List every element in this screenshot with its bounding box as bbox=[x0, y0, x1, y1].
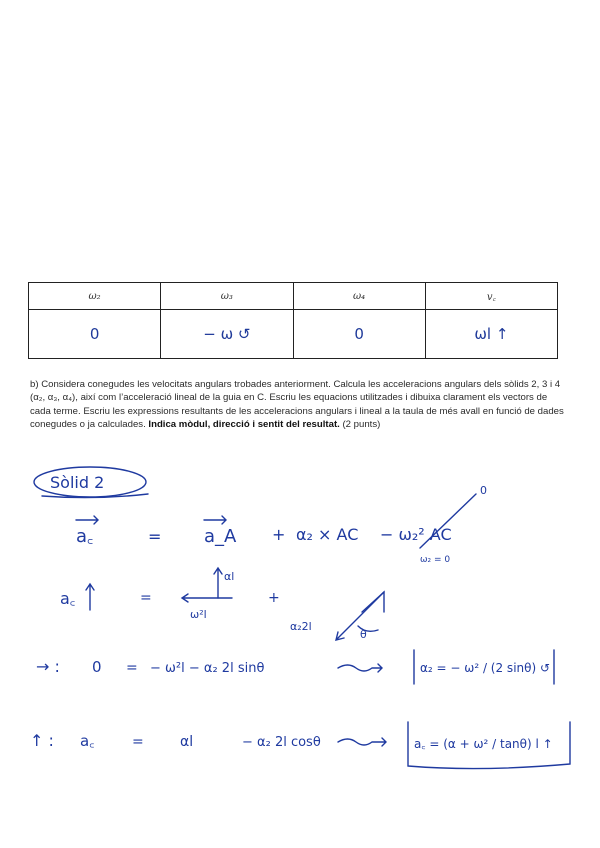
eq-x-direction: → : bbox=[36, 657, 60, 676]
eq-y-rhs1: αl bbox=[180, 734, 194, 750]
diagram-alpha2-2l: α₂2l bbox=[290, 620, 312, 633]
eq-y-direction: ↑ : bbox=[30, 731, 54, 750]
vector-equation bbox=[76, 484, 487, 565]
value-omega4: 0 bbox=[293, 310, 425, 359]
solution-title bbox=[34, 467, 148, 498]
eq-vec-equals: = bbox=[148, 527, 162, 546]
eq-x-equals: = bbox=[126, 660, 138, 676]
eq-y-result: a꜀ = (α + ω² / tanθ) l ↑ bbox=[414, 737, 553, 751]
eq-vec-plus: + bbox=[272, 525, 286, 544]
eq-vec-lhs-arrow-icon bbox=[76, 516, 98, 524]
eq-vec-zero-mark: 0 bbox=[480, 484, 487, 497]
eq-y-lhs: a꜀ bbox=[80, 732, 95, 750]
eq-x-lhs: 0 bbox=[92, 658, 102, 676]
diagram-theta: θ bbox=[360, 628, 367, 641]
diagram-equals: = bbox=[140, 590, 152, 606]
eq-vec-term1-arrow-icon bbox=[204, 516, 226, 524]
eq-vec-note: ω₂ = 0 bbox=[420, 555, 451, 565]
vector-diagram bbox=[60, 568, 384, 641]
diagram-alpha-l-arrow-icon bbox=[214, 568, 222, 598]
eq-x-implies-arrow-icon bbox=[338, 664, 382, 672]
value-omega2: 0 bbox=[29, 310, 161, 359]
eq-x-rhs: − ω²l − α₂ 2l sinθ bbox=[150, 661, 265, 676]
value-omega3: − ω ↺ bbox=[161, 310, 293, 359]
diagram-lhs: a꜀ bbox=[60, 589, 76, 608]
eq-y-rhs2: − α₂ 2l cosθ bbox=[242, 735, 321, 750]
eq-x-result: α₂ = − ω² / (2 sinθ) ↺ bbox=[420, 661, 551, 675]
eq-vec-term1: a_A bbox=[204, 526, 237, 547]
diagram-w2l: ω²l bbox=[190, 608, 207, 621]
diagram-plus: + bbox=[268, 590, 280, 606]
eq-y-equals: = bbox=[132, 734, 144, 750]
header-omega3: ω₃ bbox=[161, 283, 293, 310]
diagram-ac-up-arrow-icon bbox=[86, 584, 94, 610]
solution-title-text: Sòlid 2 bbox=[50, 473, 105, 492]
eq-y-implies-arrow-icon bbox=[338, 738, 386, 746]
diagram-angle-lines bbox=[362, 592, 384, 612]
vertical-equation bbox=[30, 722, 570, 769]
value-vc: ωl ↑ bbox=[425, 310, 557, 359]
diagram-w2l-left-arrow-icon bbox=[182, 594, 232, 602]
horizontal-equation bbox=[36, 650, 554, 684]
eq-vec-term2: α₂ × AC bbox=[296, 525, 359, 544]
diagram-alpha-l: αl bbox=[224, 570, 235, 583]
question-emphasis: Indica mòdul, direcció i sentit del resultat. bbox=[148, 419, 340, 431]
eq-vec-term3: − ω₂² AC bbox=[380, 525, 452, 544]
question-points: (2 punts) bbox=[342, 419, 381, 431]
question-body: b) Considera conegudes les velocitats angulars trobades anteriorment. Calcula les acceleracions angulars dels sòlids 2, 3 i 4 (α₂, α₃, α₄), així com l’acceleració lineal de la guia en C. Escriu les equacions utilitzades i dibuixa clarament els vectors de cada terme. Escriu les expressions resultants de les acceleracions angulars i lineal a la taula de més avall en funció de dades conegudes o ja calculades. bbox=[30, 379, 564, 431]
header-omega2: ω₂ bbox=[29, 283, 161, 310]
header-vc: v꜀ bbox=[425, 283, 557, 310]
eq-vec-lhs: a꜀ bbox=[76, 526, 94, 547]
header-omega4: ω₄ bbox=[293, 283, 425, 310]
